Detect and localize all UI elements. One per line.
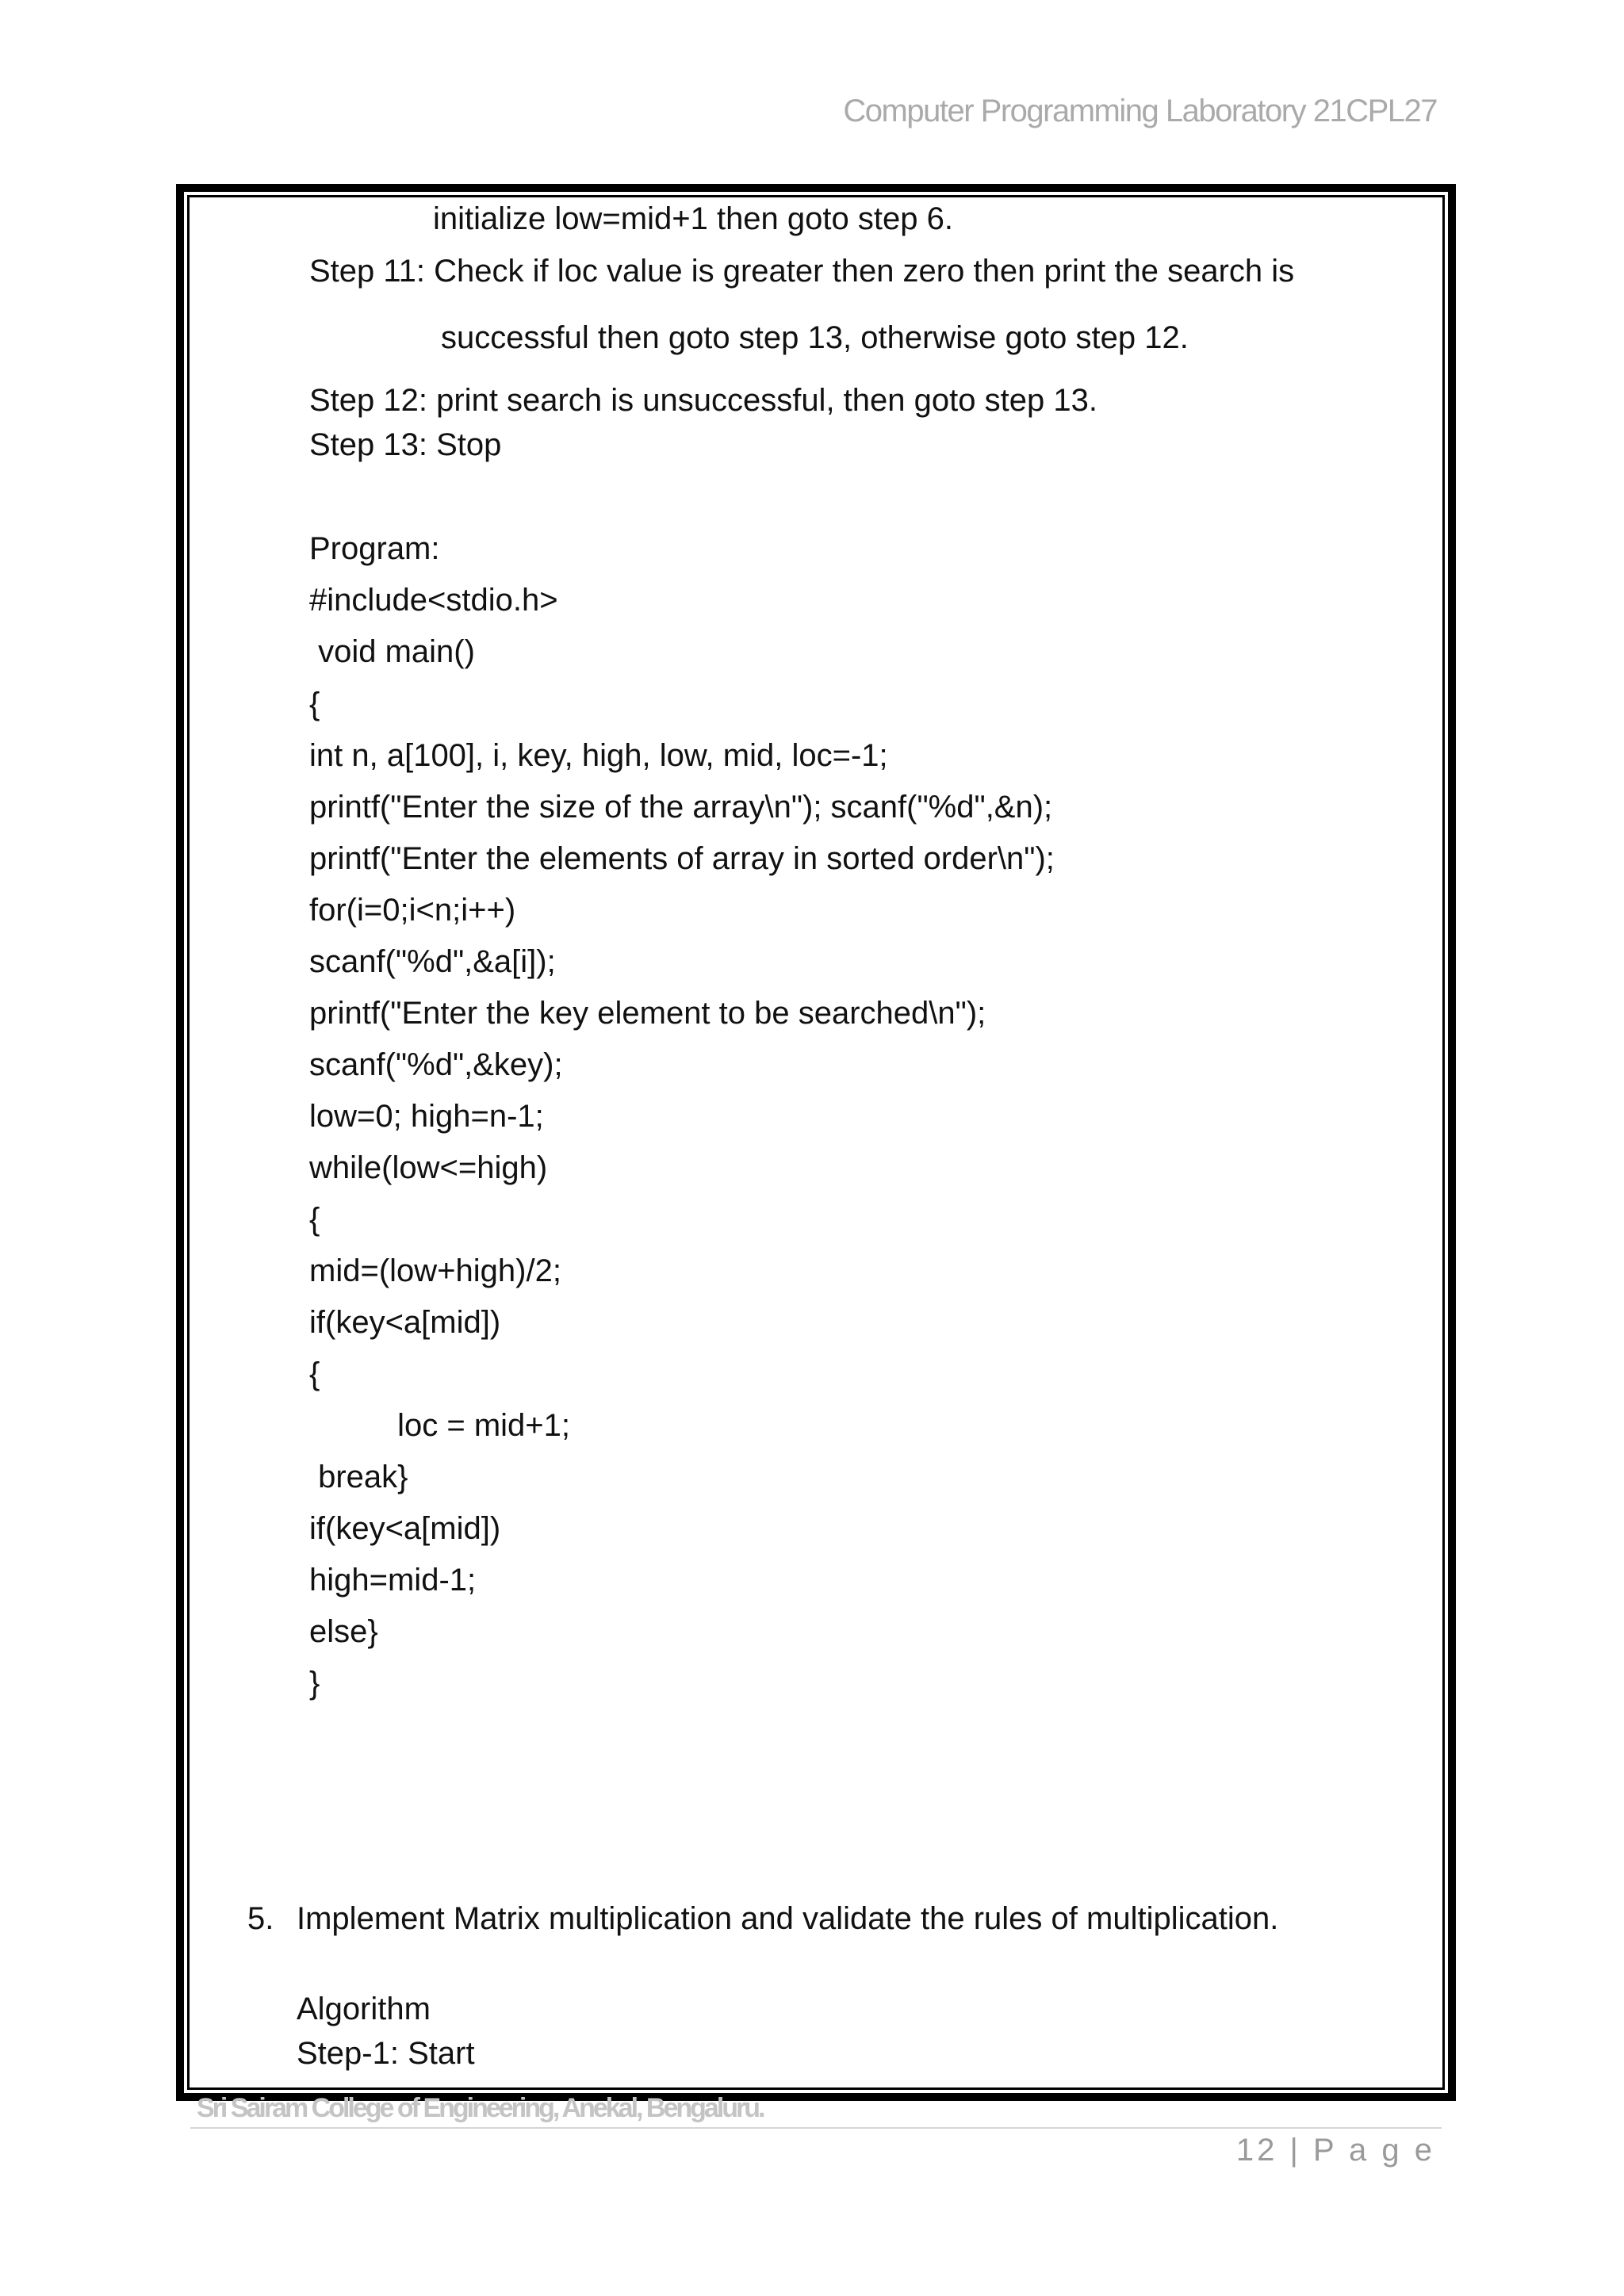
code-line: int n, a[100], i, key, high, low, mid, loc=-1; — [309, 738, 888, 773]
code-line: loc = mid+1; — [309, 1408, 571, 1443]
footer-divider — [190, 2127, 1442, 2129]
code-line: } — [309, 1666, 320, 1701]
algorithm-step-13: Step 13: Stop — [309, 427, 502, 462]
algorithm-heading: Algorithm — [297, 1992, 431, 2026]
code-line: else} — [309, 1614, 378, 1649]
algorithm-step-12: Step 12: print search is unsuccessful, then goto step 13. — [309, 383, 1097, 418]
page-number: 12 | P a g e — [1235, 2133, 1435, 2168]
section-number: 5. — [247, 1901, 274, 1936]
code-line: void main() — [309, 634, 475, 669]
code-line: low=0; high=n-1; — [309, 1099, 544, 1134]
code-line: { — [309, 1202, 320, 1237]
code-line: while(low<=high) — [309, 1150, 548, 1185]
code-line: high=mid-1; — [309, 1563, 477, 1598]
algorithm-step-1: Step-1: Start — [297, 2036, 475, 2071]
code-line: printf("Enter the key element to be searched\n"); — [309, 996, 986, 1031]
code-line: if(key<a[mid]) — [309, 1511, 501, 1546]
code-line: mid=(low+high)/2; — [309, 1253, 561, 1288]
code-line: { — [309, 1357, 320, 1391]
program-heading: Program: — [309, 531, 440, 566]
code-line: scanf("%d",&key); — [309, 1047, 563, 1082]
footer-college: Sri Sairam College of Engineering, Anekal, Bengaluru. — [197, 2093, 764, 2123]
code-line: scanf("%d",&a[i]); — [309, 944, 556, 979]
page-header: Computer Programming Laboratory 21CPL27 — [843, 94, 1437, 128]
code-line: for(i=0;i<n;i++) — [309, 893, 516, 928]
page-border-inner — [187, 195, 1445, 2090]
code-line: printf("Enter the elements of array in sorted order\n"); — [309, 841, 1055, 876]
code-line: { — [309, 687, 320, 721]
code-line: #include<stdio.h> — [309, 583, 558, 618]
code-line: break} — [309, 1460, 408, 1494]
code-line: printf("Enter the size of the array\n"); scanf("%d",&n); — [309, 790, 1053, 825]
code-line: if(key<a[mid]) — [309, 1305, 501, 1340]
algorithm-line: initialize low=mid+1 then goto step 6. — [433, 201, 953, 236]
section-title: Implement Matrix multiplication and validate the rules of multiplication. — [297, 1901, 1279, 1936]
algorithm-line: successful then goto step 13, otherwise goto step 12. — [441, 320, 1189, 355]
algorithm-step-11: Step 11: Check if loc value is greater then zero then print the search is — [309, 254, 1295, 289]
